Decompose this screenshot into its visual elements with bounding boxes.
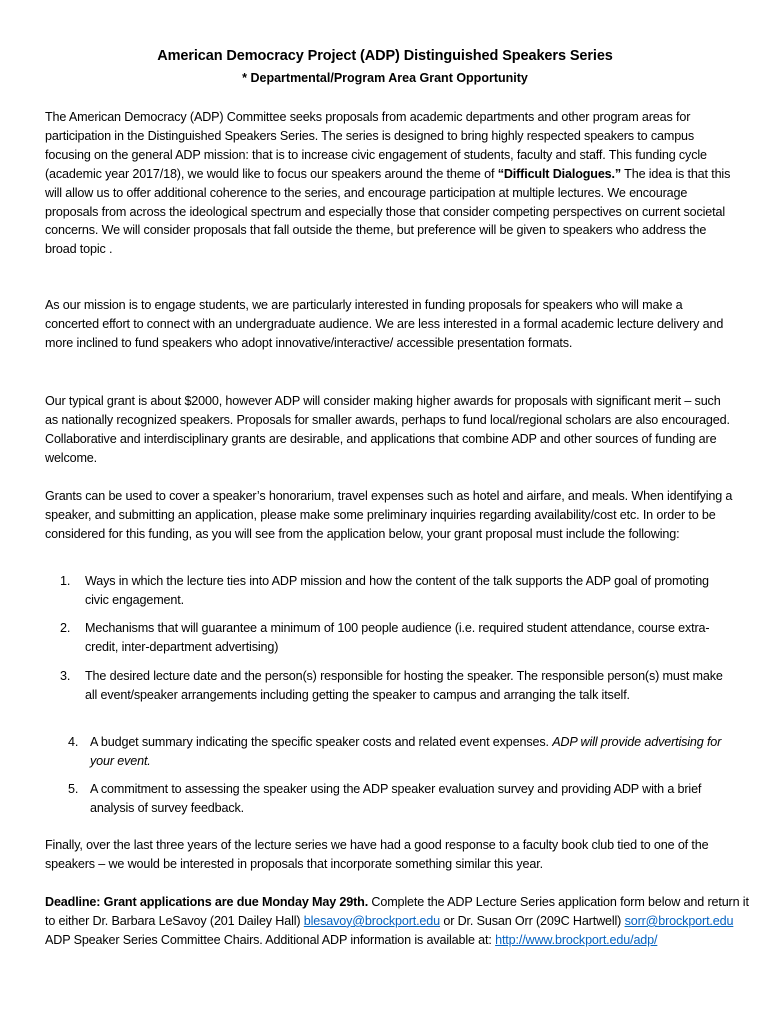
deadline-text-3: ADP Speaker Series Committee Chairs. Additional ADP information is available at:: [45, 932, 496, 947]
grant-usage-paragraph: Grants can be used to cover a speaker’s honorarium, travel expenses such as hotel and airfare, and meals. When identifying a speaker, and submitting an application, please make some preliminary inquiries regarding availability/cost etc. In order to be considered for this funding, as you will see from the application below, your grant proposal must include the following:: [45, 489, 733, 541]
adp-website-link[interactable]: http://www.brockport.edu/adp/: [495, 932, 658, 947]
theme-name: “Difficult Dialogues.”: [497, 166, 622, 181]
mission-paragraph: As our mission is to engage students, we are particularly interested in funding proposals for speakers who will make a concerted effort to connect with an undergraduate audience. We are less interested in a formal academic lecture delivery and more inclined to fund speakers who adopt innovative/interactive/ accessible presentation formats.: [45, 298, 724, 350]
list-number: 2.: [60, 621, 71, 635]
document-title: American Democracy Project (ADP) Distinguished Speakers Series: [157, 48, 613, 64]
requirement-item-5: [60, 780, 730, 818]
requirement-item-4: [60, 733, 730, 771]
email-link-lesavoy[interactable]: blesavoy@brockport.edu: [303, 913, 440, 928]
list-number: 1.: [60, 574, 71, 588]
list-item-text: The desired lecture date and the person(s) responsible for hosting the speaker. The responsible person(s) must make all event/speaker arrangements including getting the speaker to campus and arranging the talk itself.: [85, 669, 723, 702]
intro-text-b: The idea is that this will allow us to offer additional coherence to the series, and encourage participation at multiple lectures. We encourage proposals from across the ideological spectrum and especially those that consider competing perspectives on current societal concerns. We will consider proposals that fall outside the theme, but preference will be given to speakers who address the broad topic .: [45, 166, 731, 257]
email-link-orr[interactable]: sorr@brockport.edu: [624, 913, 734, 928]
requirement-item-1: [60, 572, 730, 610]
deadline-text-2: or Dr. Susan Orr (209C Hartwell): [440, 913, 625, 928]
book-club-paragraph: Finally, over the last three years of the lecture series we have had a good response to a faculty book club tied to one of the speakers – we would be interested in proposals that incorporate something similar this year.: [45, 838, 709, 871]
deadline-heading: Deadline: Grant applications are due Monday May 29th.: [45, 895, 369, 909]
list-item-text: Mechanisms that will guarantee a minimum of 100 people audience (i.e. required student attendance, course extra-credit, inter-department advertising): [85, 621, 710, 654]
requirement-item-3: [60, 667, 730, 705]
deadline-paragraph: [45, 893, 755, 950]
grant-amount-paragraph: Our typical grant is about $2000, however ADP will consider making higher awards for proposals with significant merit – such as nationally recognized speakers. Proposals for smaller awards, perhaps to fund local/regional scholars are also encouraged. Collaborative and interdisciplinary grants are desirable, and applications that combine ADP and other sources of funding are welcome.: [45, 394, 730, 465]
intro-text-a: The American Democracy (ADP) Committee seeks proposals from academic departments and other program areas for participation in the Distinguished Speakers Series. The series is designed to bring highly respected speakers to campus focusing on the general ADP mission: that is to increase civic engagement of students, faculty and staff. This funding cycle (academic year 2017/18), we would like to focus our speakers around the theme of: [45, 110, 707, 181]
list-item-note: ADP will provide advertising for your event.: [90, 735, 722, 768]
list-item-text: [60, 733, 730, 771]
intro-paragraph: [45, 108, 735, 259]
list-item-main: A budget summary indicating the specific speaker costs and related event expenses.: [90, 735, 553, 749]
list-number: 3.: [60, 669, 71, 683]
requirement-item-2: [60, 619, 730, 657]
list-item-text: A commitment to assessing the speaker using the ADP speaker evaluation survey and providing ADP with a brief analysis of survey feedback.: [90, 782, 702, 815]
list-item-text: Ways in which the lecture ties into ADP mission and how the content of the talk supports the ADP goal of promoting civic engagement.: [85, 574, 709, 607]
list-number: 4.: [68, 735, 79, 749]
deadline-text-1: Complete the ADP Lecture Series application form below and return it to either Dr. Barbara LeSavoy (201 Dailey Hall): [45, 895, 749, 928]
list-number: 5.: [68, 782, 79, 796]
document-subtitle: * Departmental/Program Area Grant Opportunity: [242, 71, 528, 85]
